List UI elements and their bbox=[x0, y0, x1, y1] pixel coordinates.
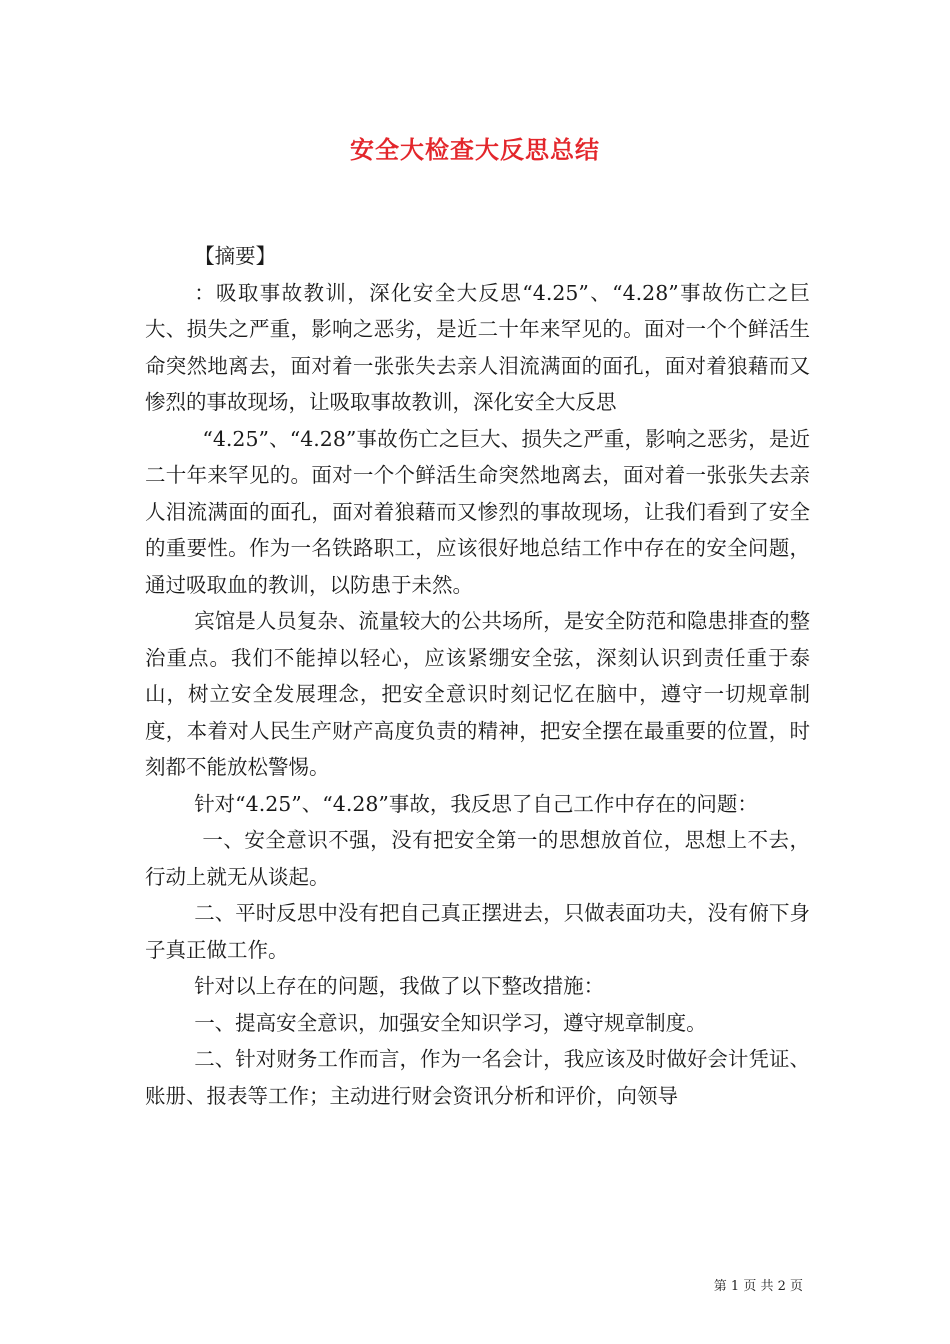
abstract-heading: 【摘要】 bbox=[194, 244, 277, 268]
paragraph: 一、提高安全意识，加强安全知识学习，遵守规章制度。 bbox=[194, 1010, 707, 1035]
paragraph: 二、平时反思中没有把自己真正摆进去，只做表面功夫，没有俯下身子真正做工作。 bbox=[145, 901, 810, 962]
page-number: 第 1 页 共 2 页 bbox=[713, 1279, 803, 1294]
paragraph: 一、安全意识不强，没有把安全第一的思想放首位，思想上不去，行动上就无从谈起。 bbox=[145, 828, 810, 889]
paragraph: 宾馆是人员复杂、流量较大的公共场所，是安全防范和隐患排查的整治重点。我们不能掉以轻心，应该紧绷安全弦，深刻认识到责任重于泰山，树立安全发展理念，把安全意识时刻记忆在脑中，遵守一切规章制度，本着对人民生产财产高度负责的精神，把安全摆在最重要的位置，时刻都不能放松警惕。 bbox=[145, 609, 810, 779]
document-title: 安全大检查大反思总结 bbox=[350, 135, 600, 164]
paragraph: 针对以上存在的问题，我做了以下整改措施： bbox=[194, 974, 605, 998]
paragraph: 针对“4.25”、“4.28”事故，我反思了自己工作中存在的问题： bbox=[194, 791, 758, 816]
document-body bbox=[145, 238, 810, 1114]
paragraph: “4.25”、“4.28”事故伤亡之巨大、损失之严重，影响之恶劣，是近二十年来罕见的。面对一个个鲜活生命突然地离去，面对着一张张失去亲人泪流满面的面孔，面对着狼藉而又惨烈的事故现场，让我们看到了安全的重要性。作为一名铁路职工，应该很好地总结工作中存在的安全问题，通过吸取血的教训，以防患于未然。 bbox=[145, 426, 810, 597]
paragraph: ：吸取事故教训，深化安全大反思“4.25”、“4.28”事故伤亡之巨大、损失之严重，影响之恶劣，是近二十年来罕见的。面对一个个鲜活生命突然地离去，面对着一张张失去亲人泪流满面的面孔，面对着狼藉而又惨烈的事故现场，让吸取事故教训，深化安全大反思 bbox=[145, 280, 810, 414]
paragraph: 二、针对财务工作而言，作为一名会计，我应该及时做好会计凭证、账册、报表等工作；主动进行财会资讯分析和评价，向领导 bbox=[145, 1047, 810, 1108]
